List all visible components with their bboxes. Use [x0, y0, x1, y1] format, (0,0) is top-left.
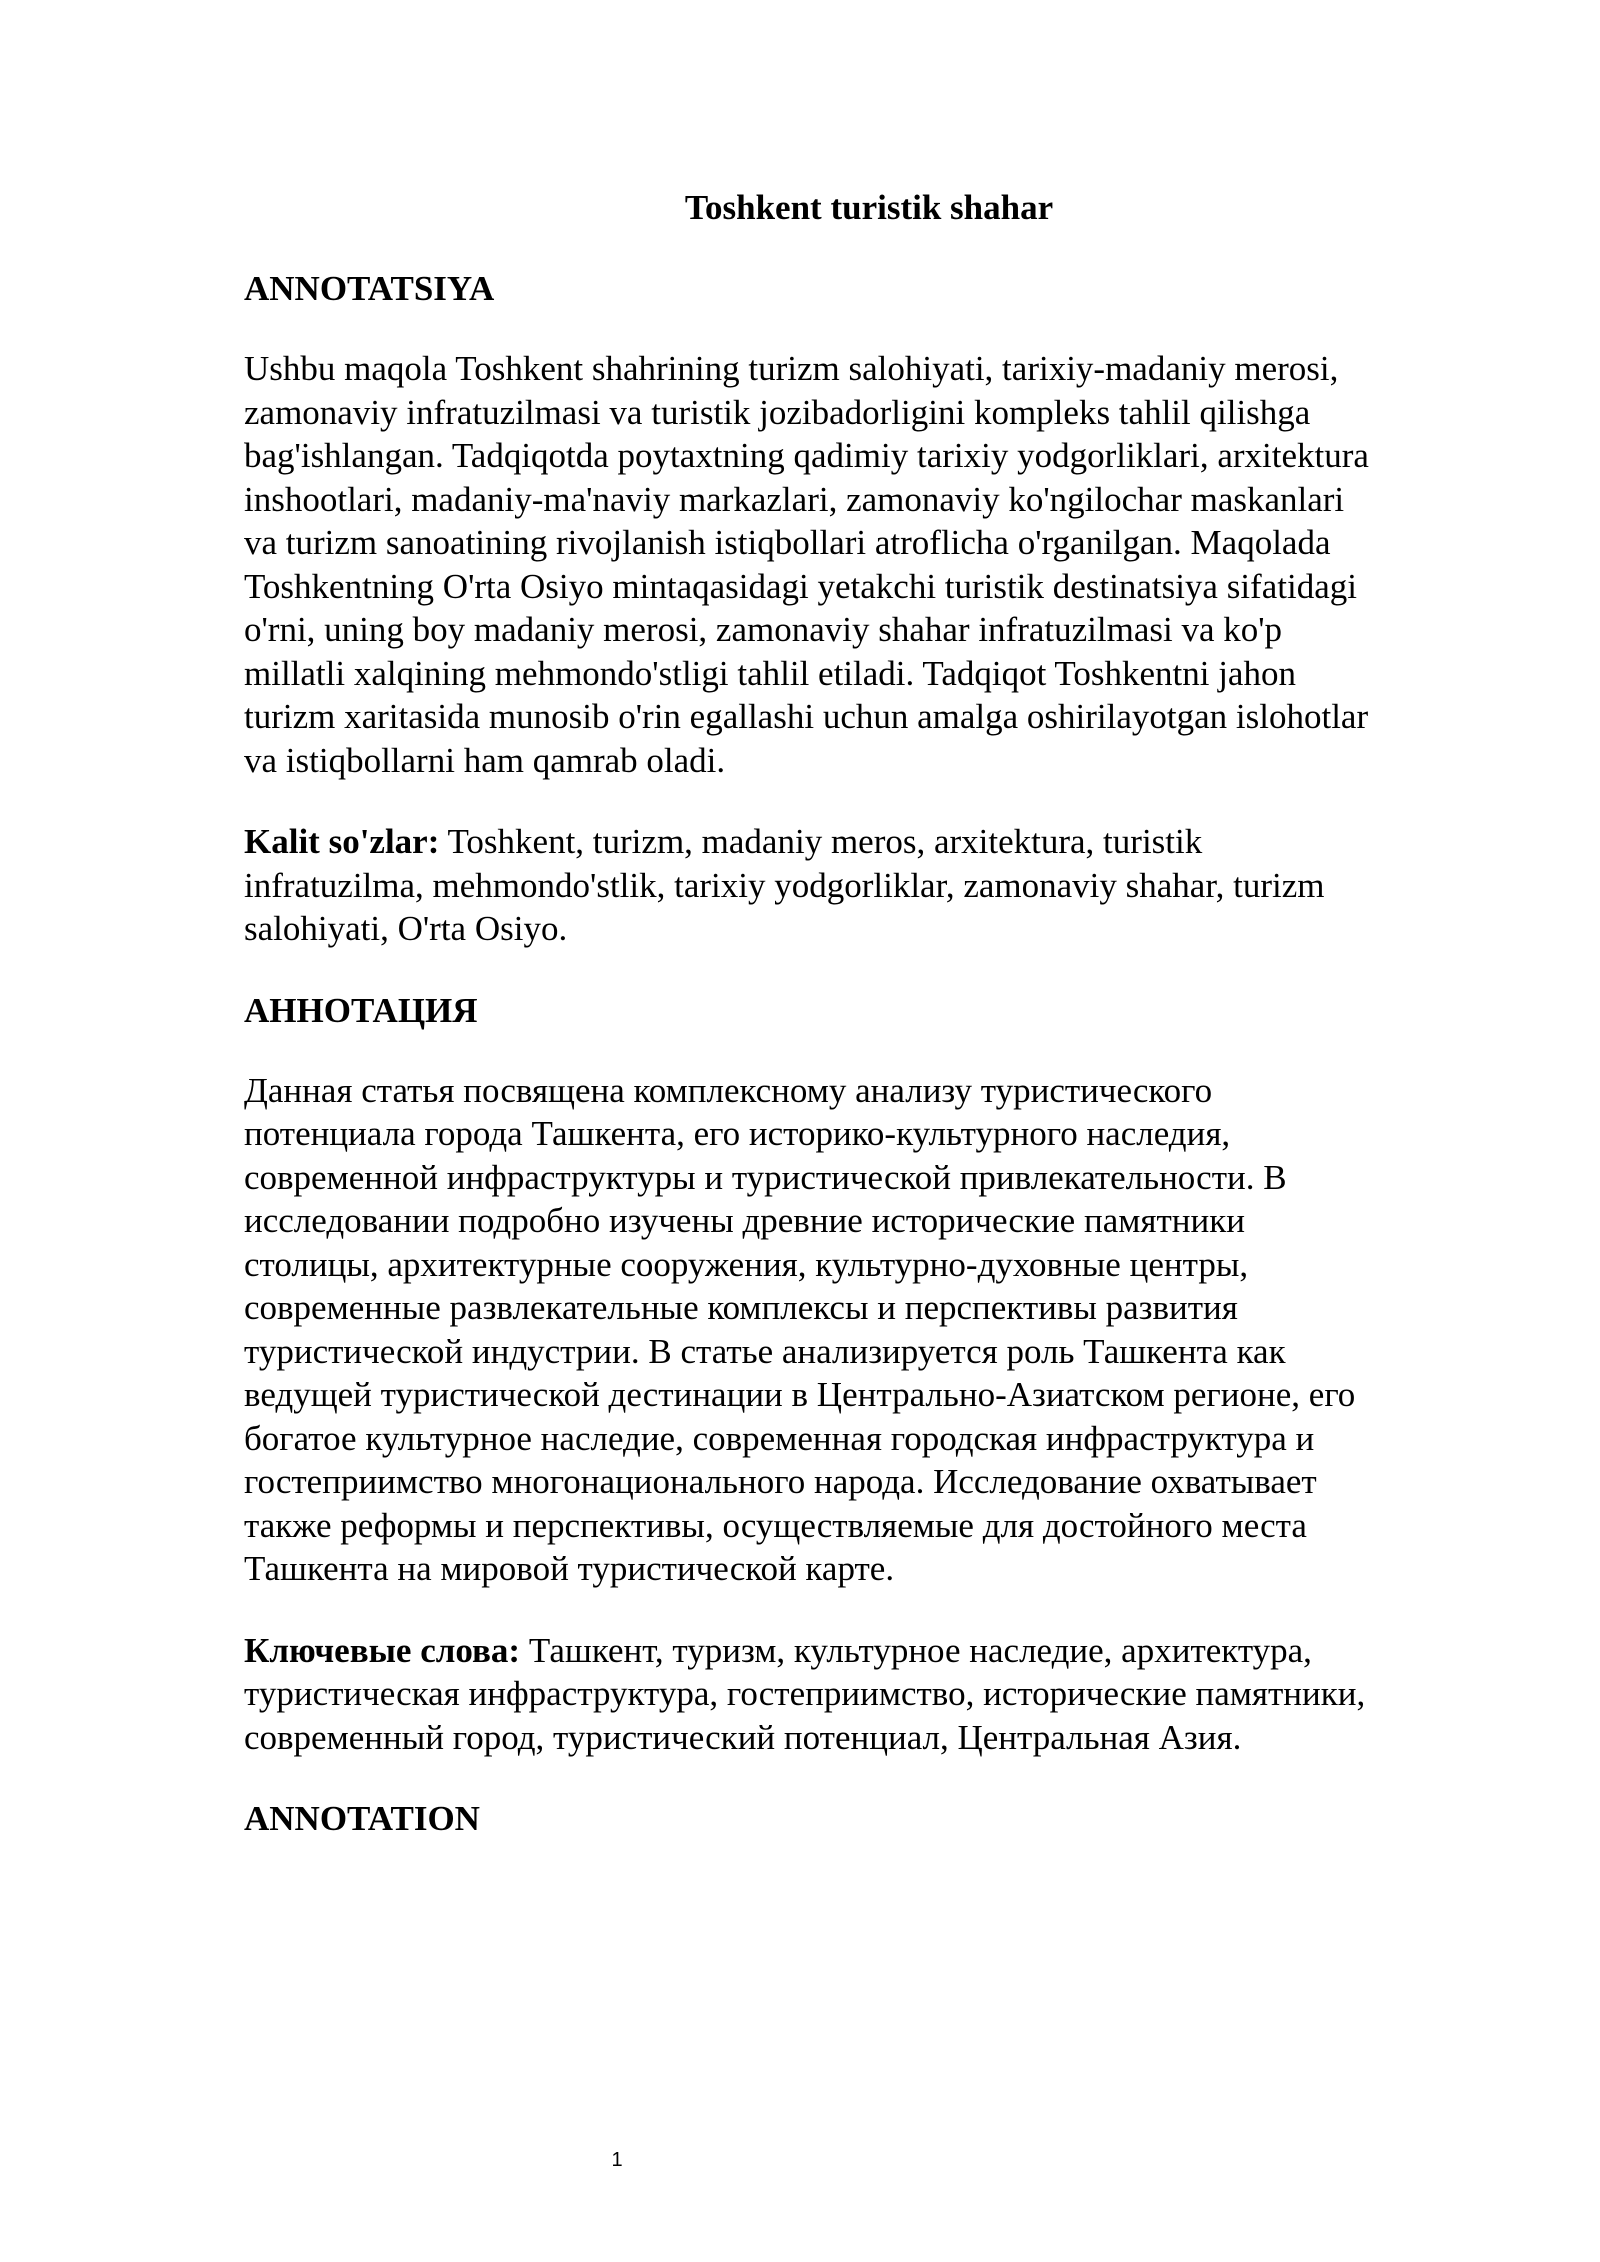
- keywords-label-russian: Ключевые слова:: [244, 1630, 521, 1670]
- section-heading-russian: АННОТАЦИЯ: [244, 990, 478, 1030]
- document-title: Toshkent turistik shahar: [684, 188, 1054, 227]
- keywords-text-russian: Ташкент, туризм, культурное наследие, архитектура, туристическая инфраструктура, гостеприимство, исторические памятники, современный город, туристический потенциал, Центральная Азия.: [244, 1630, 1366, 1757]
- keywords-uzbek: [244, 820, 1374, 951]
- page-number: 1: [611, 2149, 623, 2171]
- abstract-uzbek: Ushbu maqola Toshkent shahrining turizm salohiyati, tarixiy-madaniy merosi, zamonaviy infratuzilmasi va turistik jozibadorligini kompleks tahlil qilishga bag'ishlangan. Tadqiqotda poytaxtning qadimiy tarixiy yodgorliklari, arxitektura inshootlari, madaniy-ma'naviy markazlari, zamonaviy ko'ngilochar maskanlari va turizm sanoatining rivojlanish istiqbollari atroflicha o'rganilgan. Maqolada Toshkentning O'rta Osiyo mintaqasidagi yetakchi turistik destinatsiya sifatidagi o'rni, uning boy madaniy merosi, zamonaviy shahar infratuzilmasi va ko'p millatli xalqining mehmondo'stligi tahlil etiladi. Tadqiqot Toshkentni jahon turizm xaritasida munosib o'rin egallashi uchun amalga oshirilayotgan islohotlar va istiqbollarni ham qamrab oladi.: [244, 349, 1369, 780]
- keywords-label-uzbek: Kalit so'zlar:: [244, 822, 440, 861]
- page-content: [244, 186, 1374, 1877]
- abstract-russian: Данная статья посвящена комплексному анализу туристического потенциала города Ташкента, его историко-культурного наследия, современной инфраструктуры и туристической привлекательности. В исследовании подробно изучены древние исторические памятники столицы, архитектурные сооружения, культурно-духовные центры, современные развлекательные комплексы и перспективы развития туристической индустрии. В статье анализируется роль Ташкента как ведущей туристической дестинации в Центрально-Азиатском регионе, его богатое культурное наследие, современная городская инфраструктура и гостеприимство многонационального народа. Исследование охватывает также реформы и перспективы, осуществляемые для достойного места Ташкента на мировой туристической карте.: [244, 1070, 1356, 1588]
- section-heading-english: ANNOTATION: [244, 1799, 480, 1838]
- section-heading-uzbek: ANNOTATSIYA: [244, 269, 495, 308]
- keywords-russian: [244, 1629, 1374, 1760]
- keywords-text-uzbek: Toshkent, turizm, madaniy meros, arxitektura, turistik infratuzilma, mehmondo'stlik, tarixiy yodgorliklar, zamonaviy shahar, turizm salohiyati, O'rta Osiyo.: [244, 822, 1325, 948]
